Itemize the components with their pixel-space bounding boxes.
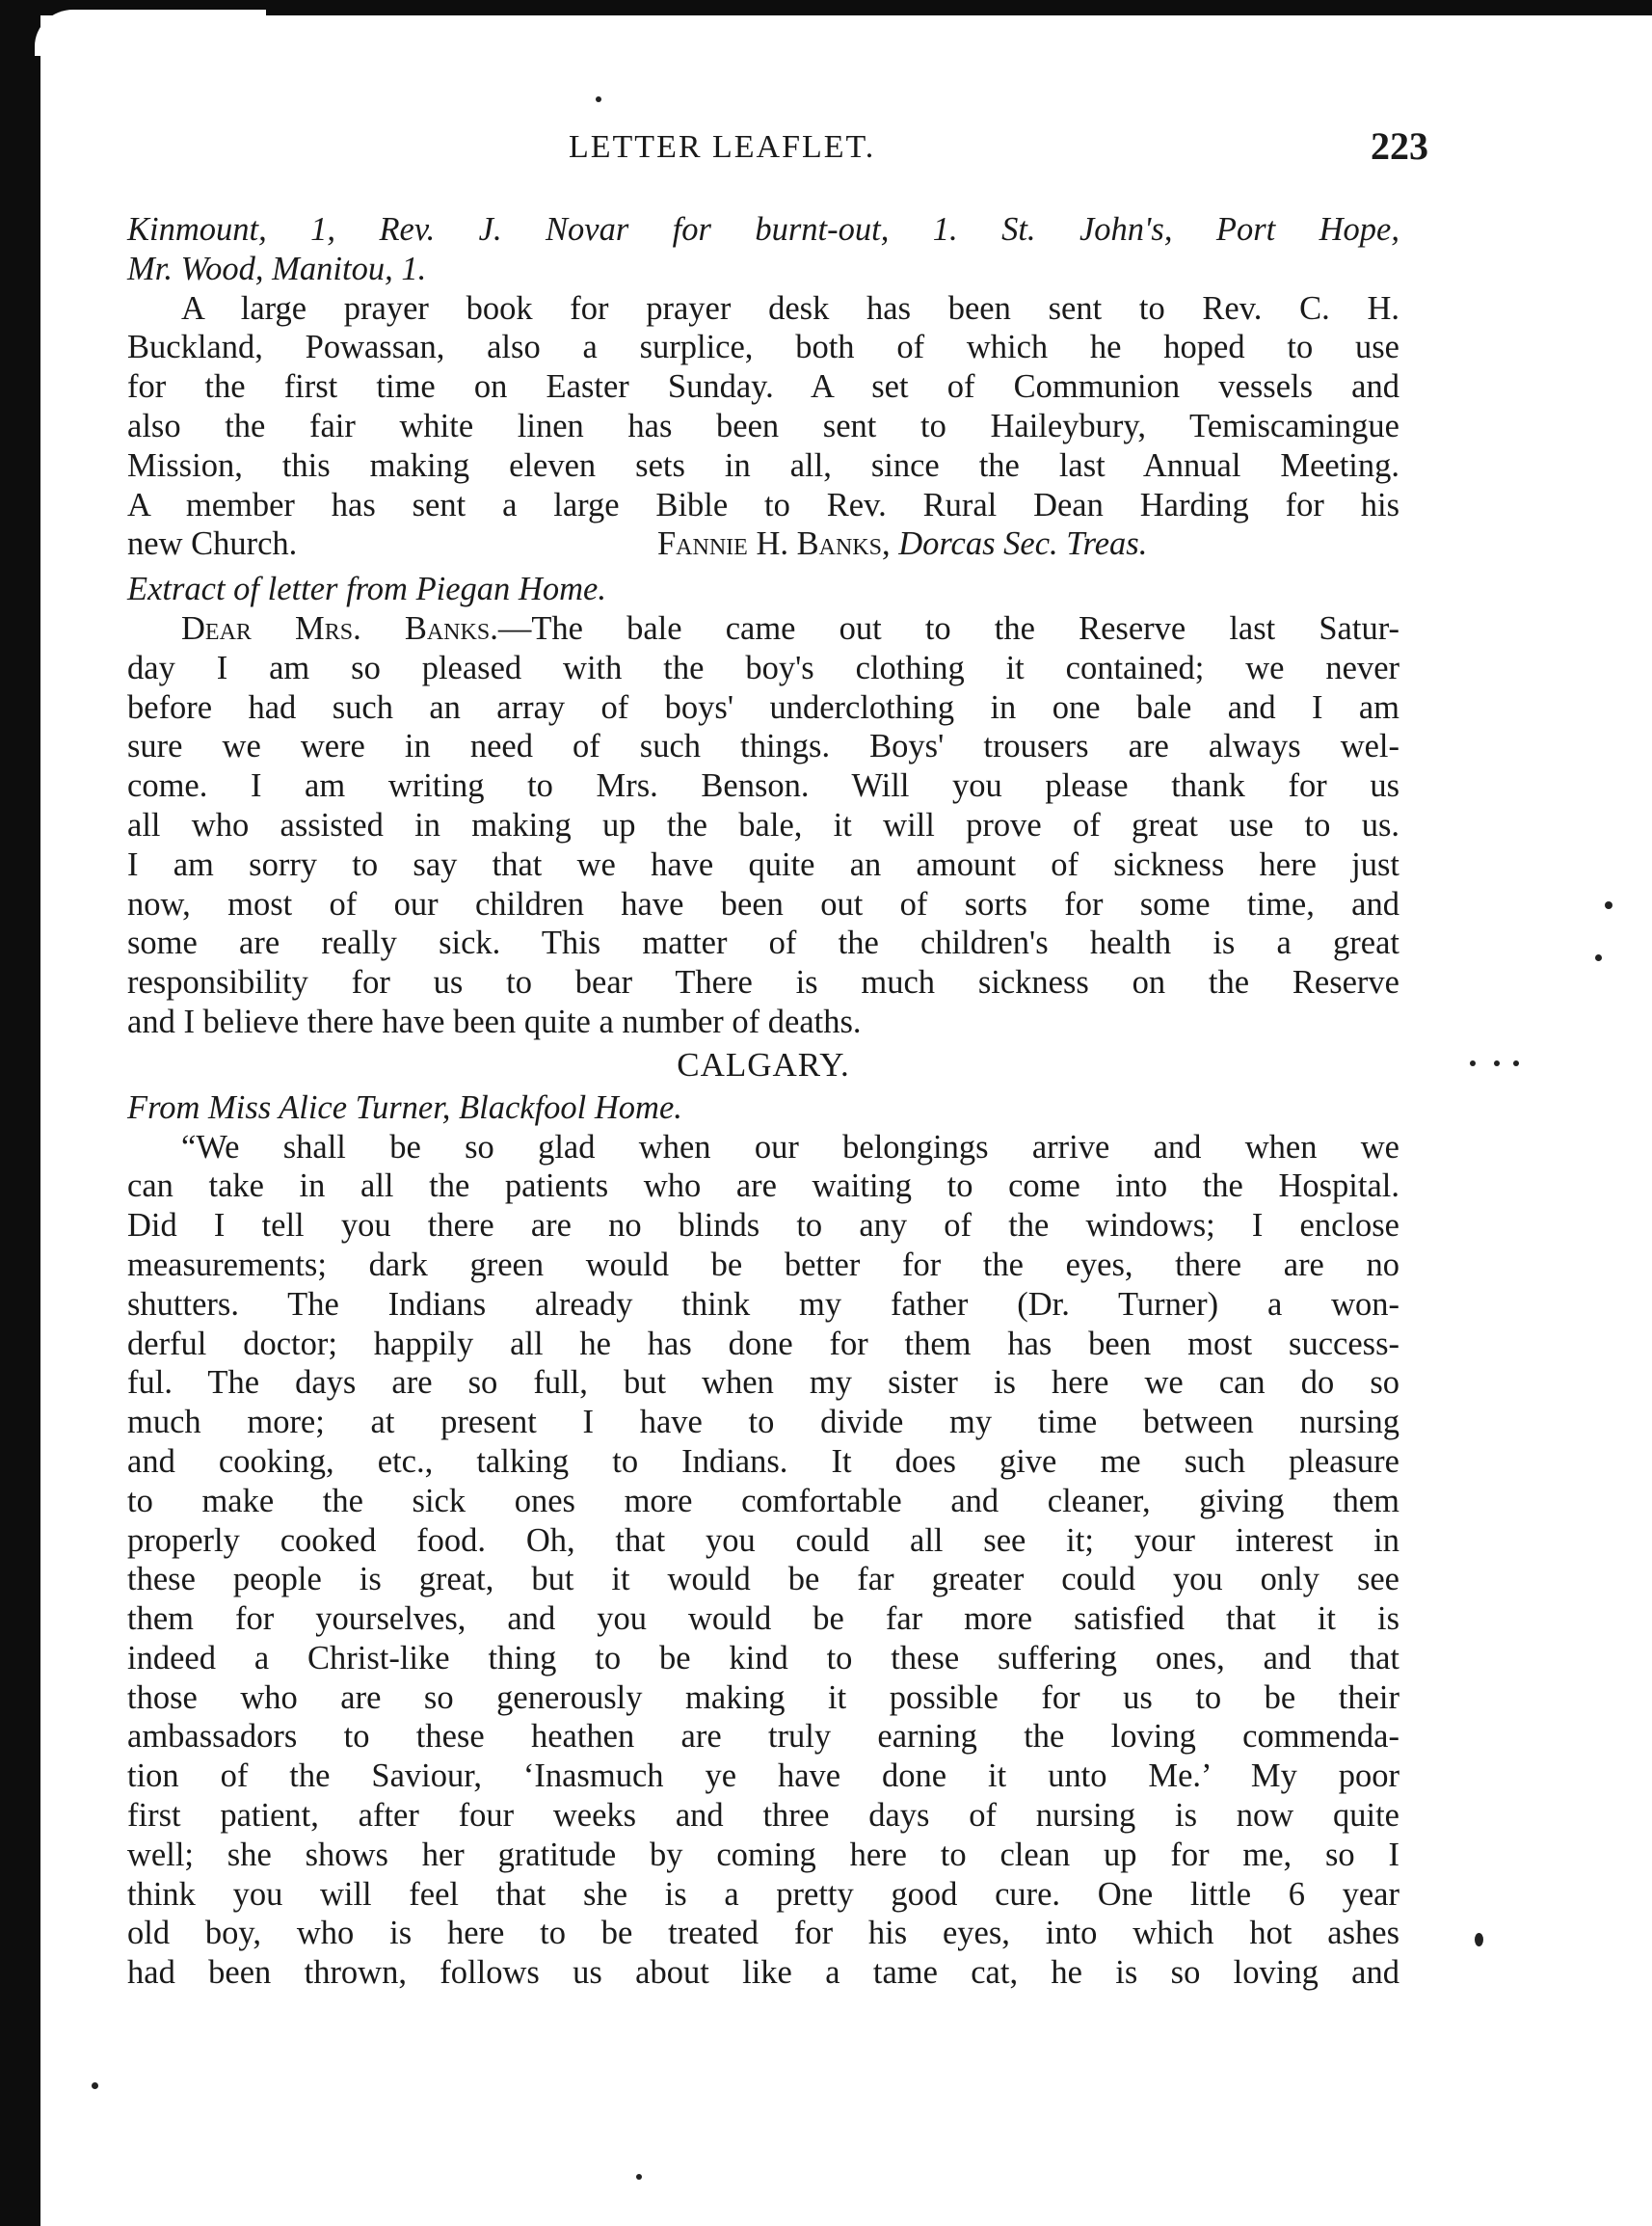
text-line: can take in all the patients who are waiting to come into the Hospital.: [127, 1167, 1399, 1205]
text-line: some are really sick. This matter of the children's health is a great: [127, 925, 1399, 962]
signature-role: Dorcas Sec. Treas.: [898, 525, 1148, 563]
from-line: From Miss Alice Turner, Blackfool Home.: [127, 1088, 682, 1126]
scan-border-left: [0, 0, 40, 2226]
scan-speck: [92, 2082, 98, 2089]
text-line: to make the sick ones more comfortable and cleaner, giving them: [127, 1482, 1399, 1519]
text-line: all who assisted in making up the bale, it will prove of great use to us.: [127, 806, 1399, 844]
text-line: day I am so pleased with the boy's clothing it contained; we never: [127, 649, 1399, 686]
scan-speck: [1513, 1060, 1519, 1066]
scan-speck: [636, 2174, 642, 2180]
text-line: also the fair white linen has been sent to Haileybury, Temiscamingue: [127, 407, 1399, 444]
text-line: derful doctor; happily all he has done for them has been most success-: [127, 1325, 1399, 1362]
text-line: think you will feel that she is a pretty good cure. One little 6 year: [127, 1875, 1399, 1913]
text-line: well; she shows her gratitude by coming here to clean up for me, so I: [127, 1836, 1399, 1873]
text-line: now, most of our children have been out of sorts for some time, and: [127, 885, 1399, 923]
text-line: old boy, who is here to be treated for his eyes, into which hot ashes: [127, 1915, 1399, 1952]
signature: [657, 524, 1147, 564]
page-number: 223: [1371, 124, 1428, 168]
text-run: —The bale came out to the Reserve last Satur-: [497, 609, 1399, 647]
text-line: had been thrown, follows us about like a tame cat, he is so loving and: [127, 1954, 1399, 1992]
text-line: those who are so generously making it possible for us to be their: [127, 1678, 1399, 1716]
text-line: indeed a Christ-like thing to be kind to these suffering ones, and that: [127, 1639, 1399, 1676]
scan-speck: [1595, 954, 1602, 961]
text-line: measurements; dark green would be better for the eyes, there are no: [127, 1246, 1399, 1283]
text-line: A member has sent a large Bible to Rev. Rural Dean Harding for his: [127, 486, 1399, 523]
scan-speck: [596, 96, 601, 102]
text-line: ambassadors to these heathen are truly earning the loving commenda-: [127, 1718, 1399, 1756]
text-line: them for yourselves, and you would be far more satisfied that it is: [127, 1600, 1399, 1638]
text-line: before had such an array of boys' underclothing in one bale and I am: [127, 688, 1399, 726]
text-line: I am sorry to say that we have quite an amount of sickness here just: [127, 845, 1399, 883]
text-line: ful. The days are so full, but when my sister is here we can do so: [127, 1364, 1399, 1402]
text-line: “We shall be so glad when our belongings arrive and when we: [181, 1128, 1399, 1166]
scan-speck: [1494, 1060, 1500, 1066]
text-line: for the first time on Easter Sunday. A set of Communion vessels and: [127, 368, 1399, 406]
section-heading: Extract of letter from Piegan Home.: [127, 571, 606, 608]
text-line: Did I tell you there are no blinds to any of the windows; I enclose: [127, 1207, 1399, 1245]
text-line: Mission, this making eleven sets in all, since the last Annual Meeting.: [127, 446, 1399, 484]
text-line: new Church.: [127, 525, 298, 563]
text-line: shutters. The Indians already think my father (Dr. Turner) a won-: [127, 1285, 1399, 1323]
salutation: Dear Mrs. Banks.: [181, 609, 498, 647]
scan-speck: [1605, 901, 1612, 909]
section-heading-calgary: CALGARY.: [677, 1045, 850, 1084]
scan-page-corner: [35, 10, 266, 56]
text-line: responsibility for us to bear There is much sickness on the Reserve: [127, 964, 1399, 1002]
page-header: [127, 123, 1428, 181]
text-line: these people is great, but it would be far greater could you only see: [127, 1561, 1399, 1598]
text-line: first patient, after four weeks and three days of nursing is now quite: [127, 1797, 1399, 1835]
article-body: [127, 210, 1399, 1993]
text-line: Buckland, Powassan, also a surplice, both of which he hoped to use: [127, 329, 1399, 366]
text-line: come. I am writing to Mrs. Benson. Will you please thank for us: [127, 767, 1399, 805]
text-line: tion of the Saviour, ‘Inasmuch ye have done it unto Me.’ My poor: [127, 1757, 1399, 1795]
signature-line: [127, 524, 1399, 564]
text-line: Kinmount, 1, Rev. J. Novar for burnt-out, 1. St. John's, Port Hope,: [127, 211, 1399, 248]
text-line: A large prayer book for prayer desk has been sent to Rev. C. H.: [181, 289, 1399, 327]
text-line: [127, 609, 1399, 649]
text-line: and I believe there have been quite a number of deaths.: [127, 1003, 862, 1040]
running-title: LETTER LEAFLET.: [569, 129, 876, 165]
text-line: Mr. Wood, Manitou, 1.: [127, 250, 427, 287]
text-line: much more; at present I have to divide my time between nursing: [127, 1404, 1399, 1441]
signature-name: Fannie H. Banks,: [657, 525, 891, 563]
text-line: and cooking, etc., talking to Indians. It does give me such pleasure: [127, 1442, 1399, 1480]
scan-speck: [1470, 1060, 1476, 1066]
text-line: properly cooked food. Oh, that you could all see it; your interest in: [127, 1521, 1399, 1559]
text-line: sure we were in need of such things. Boys' trousers are always wel-: [127, 728, 1399, 765]
scan-speck: [1475, 1933, 1483, 1946]
